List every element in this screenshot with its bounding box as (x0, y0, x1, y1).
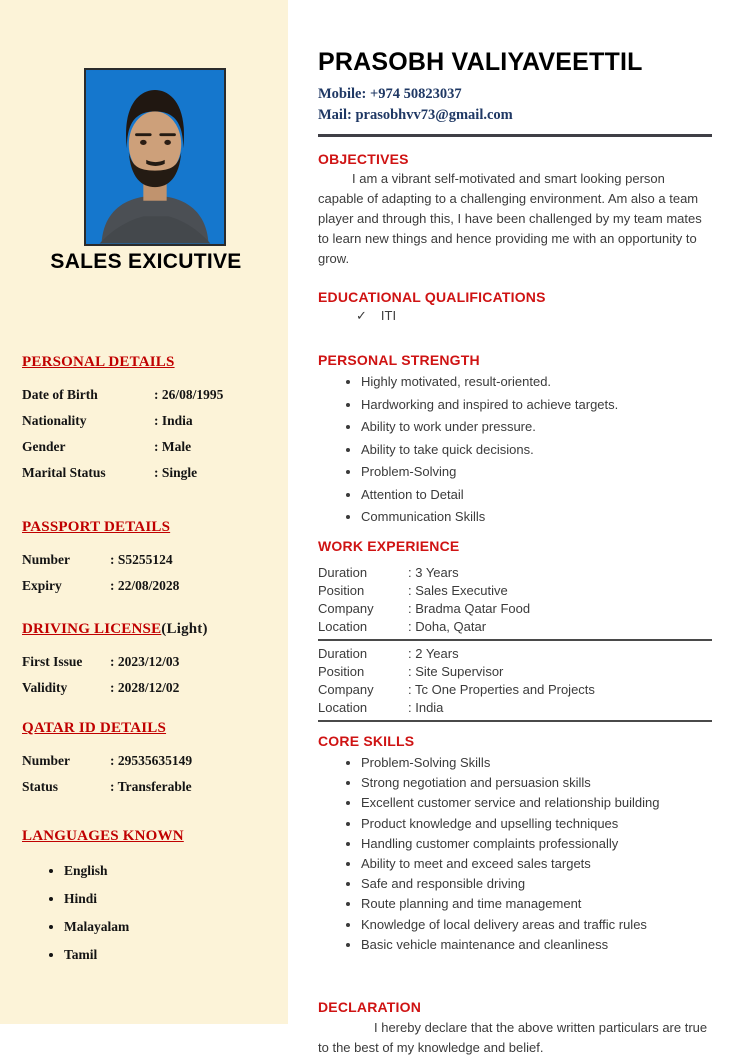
table-row (318, 663, 712, 681)
detail-value: : 26/08/1995 (154, 387, 224, 402)
detail-value: : 29535635149 (110, 753, 193, 768)
main-column (288, 0, 733, 1055)
work-label: Position (318, 583, 365, 598)
contact-mobile: Mobile: +974 50823037 (318, 86, 462, 102)
work-value: : Sales Executive (408, 583, 508, 598)
list-item: • Malayalam (64, 919, 270, 935)
detail-label: Nationality (22, 413, 87, 428)
detail-value: : 2023/12/03 (110, 654, 180, 669)
list-item: • Route planning and time management (361, 896, 721, 911)
section-personal-details (22, 354, 270, 481)
table-row (318, 645, 712, 663)
work-value: : India (408, 700, 444, 715)
detail-row (22, 779, 270, 795)
table-row (318, 600, 712, 618)
sidebar (0, 0, 288, 1024)
entry-separator (318, 720, 712, 722)
list-item: • Excellent customer service and relationship building (361, 795, 721, 810)
list-item: • Tamil (64, 947, 270, 963)
list-item: • Hardworking and inspired to achieve targets. (361, 397, 721, 412)
detail-value: : India (154, 413, 193, 428)
personal-strength-list (361, 374, 721, 524)
work-label: Company (318, 601, 374, 616)
work-label: Duration (318, 565, 368, 580)
detail-value: : Male (154, 439, 192, 454)
section-passport-details (22, 519, 270, 594)
work-experience-title: WORK EXPERIENCE (318, 538, 460, 554)
objectives-text: I am a vibrant self-motivated and smart looking person capable of adapting to a challenging environment. Am also a team player and through this, I have been challenged by my team mates to learn new things and hence providing me with an opportunity to grow. (318, 171, 702, 266)
detail-row (22, 578, 270, 594)
driving-license-title-text: DRIVING LICENSE (22, 621, 162, 637)
detail-value: : Single (154, 465, 198, 480)
work-label: Duration (318, 646, 368, 661)
list-item: • Problem-Solving Skills (361, 755, 721, 770)
section-qatar-id (22, 720, 270, 795)
entry-separator (318, 639, 712, 641)
contact-block (318, 84, 721, 126)
table-row (318, 582, 712, 600)
detail-label: Gender (22, 439, 66, 454)
list-item: • Communication Skills (361, 509, 721, 524)
work-label: Position (318, 664, 365, 679)
contact-mail: Mail: prasobhvv73@gmail.com (318, 107, 513, 123)
section-driving-license (22, 621, 270, 696)
qatar-id-title: QATAR ID DETAILS (22, 720, 167, 736)
list-item: • Ability to meet and exceed sales targets (361, 856, 721, 871)
detail-value: : 2028/12/02 (110, 680, 180, 695)
list-item: • Basic vehicle maintenance and cleanliness (361, 937, 721, 952)
personal-details-title: PERSONAL DETAILS (22, 354, 175, 370)
core-skills-list (361, 755, 721, 952)
driving-license-title-suffix: (Light) (161, 621, 208, 637)
work-entry (318, 645, 712, 717)
driving-license-title (22, 621, 270, 638)
detail-row (22, 680, 270, 696)
detail-value: : 22/08/2028 (110, 578, 180, 593)
detail-row (22, 654, 270, 670)
work-label: Company (318, 682, 374, 697)
work-value: : Doha, Qatar (408, 619, 487, 634)
portrait-photo (84, 68, 226, 246)
passport-details-title: PASSPORT DETAILS (22, 519, 171, 535)
work-value: : Bradma Qatar Food (408, 601, 531, 616)
list-item: • Product knowledge and upselling techniques (361, 816, 721, 831)
header-divider (318, 134, 712, 137)
list-item: • Ability to work under pressure. (361, 419, 721, 434)
portrait-photo-illustration (86, 70, 224, 244)
work-value: : 3 Years (408, 565, 459, 580)
objectives-title: OBJECTIVES (318, 151, 409, 167)
detail-label: Validity (22, 680, 68, 695)
education-title: EDUCATIONAL QUALIFICATIONS (318, 289, 546, 305)
table-row (318, 564, 712, 582)
detail-row (22, 439, 270, 455)
list-item: • Attention to Detail (361, 487, 721, 502)
list-item: • Hindi (64, 891, 270, 907)
detail-label: Expiry (22, 578, 62, 593)
person-name: PRASOBH VALIYAVEETTIL (318, 48, 643, 76)
detail-row (22, 465, 270, 481)
detail-row (22, 552, 270, 568)
languages-list (64, 863, 270, 963)
work-value: : 2 Years (408, 646, 459, 661)
work-value: : Site Supervisor (408, 664, 504, 679)
detail-label: Marital Status (22, 465, 106, 480)
detail-label: First Issue (22, 654, 83, 669)
detail-value: : Transferable (110, 779, 192, 794)
list-item: • Knowledge of local delivery areas and traffic rules (361, 917, 721, 932)
list-item: • Problem-Solving (361, 464, 721, 479)
list-item: • Highly motivated, result-oriented. (361, 374, 721, 389)
section-languages (22, 828, 270, 963)
work-entry (318, 564, 712, 636)
table-row (318, 699, 712, 717)
job-title: SALES EXICUTIVE (50, 250, 242, 273)
detail-label: Status (22, 779, 59, 794)
detail-row (22, 413, 270, 429)
education-item (318, 308, 721, 324)
declaration-title: DECLARATION (318, 998, 422, 1015)
work-label: Location (318, 619, 368, 634)
list-item: • Safe and responsible driving (361, 876, 721, 891)
detail-label: Date of Birth (22, 387, 98, 402)
detail-row (22, 753, 270, 769)
list-item: • English (64, 863, 270, 879)
list-item: • Strong negotiation and persuasion skills (361, 775, 721, 790)
work-label: Location (318, 700, 368, 715)
detail-label: Number (22, 552, 70, 567)
detail-value: : S5255124 (110, 552, 173, 567)
education-item-text: ITI (380, 308, 397, 323)
work-value: : Tc One Properties and Projects (408, 682, 595, 697)
declaration-text: I hereby declare that the above written particulars are true to the best of my knowledge and belief. (318, 1019, 708, 1055)
languages-title: LANGUAGES KNOWN (22, 828, 184, 844)
table-row (318, 618, 712, 636)
table-row (318, 681, 712, 699)
personal-strength-title: PERSONAL STRENGTH (318, 352, 480, 368)
list-item: • Handling customer complaints professionally (361, 836, 721, 851)
check-icon: ✓ (356, 308, 367, 323)
core-skills-title: CORE SKILLS (318, 733, 415, 749)
detail-row (22, 387, 270, 403)
work-experience-table (318, 564, 712, 722)
list-item: • Ability to take quick decisions. (361, 442, 721, 457)
detail-label: Number (22, 753, 70, 768)
